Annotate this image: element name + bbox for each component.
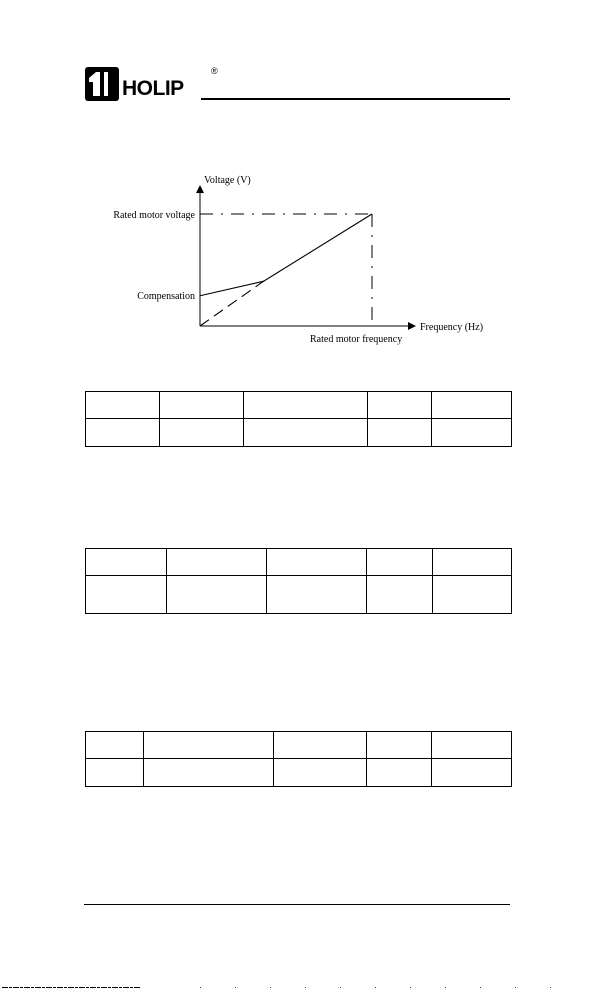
bottom-scan-artifact <box>0 986 596 989</box>
table-cell <box>167 549 267 576</box>
holip-logo-mark-icon <box>84 66 120 102</box>
rated-frequency-label: Rated motor frequency <box>310 334 403 345</box>
table-cell <box>433 549 512 576</box>
footer-divider <box>84 904 510 905</box>
parameter-table-1 <box>85 391 512 447</box>
table-cell <box>244 392 368 419</box>
vf-curve-chart <box>100 160 500 360</box>
table-cell <box>367 549 433 576</box>
table-header-row <box>86 392 512 419</box>
table-cell <box>160 419 244 447</box>
table-header-row <box>86 732 512 759</box>
table-row <box>86 759 512 787</box>
table-cell <box>368 392 432 419</box>
table-cell <box>274 732 367 759</box>
table-cell <box>86 392 160 419</box>
table-cell <box>274 759 367 787</box>
rated-voltage-label: Rated motor voltage <box>113 210 195 221</box>
table-cell <box>144 732 274 759</box>
table-cell <box>267 549 367 576</box>
table-row <box>86 576 512 614</box>
table-cell <box>86 576 167 614</box>
table-header-row <box>86 549 512 576</box>
table-cell <box>86 759 144 787</box>
y-axis-label: Voltage (V) <box>204 175 251 186</box>
table-cell <box>367 732 432 759</box>
brand-name: HOLIP <box>122 77 184 100</box>
table-cell <box>244 419 368 447</box>
header-divider <box>201 98 510 100</box>
holip-logo <box>84 66 218 102</box>
table-cell <box>267 576 367 614</box>
table-cell <box>432 732 512 759</box>
solid-series-line <box>200 214 372 296</box>
table-cell <box>432 419 512 447</box>
table-cell <box>167 576 267 614</box>
table-cell <box>367 576 433 614</box>
parameter-table-3 <box>85 731 512 787</box>
table-cell <box>432 759 512 787</box>
table-cell <box>86 419 160 447</box>
table-cell <box>432 392 512 419</box>
table-row <box>86 419 512 447</box>
table-cell <box>160 392 244 419</box>
table-cell <box>367 759 432 787</box>
table-cell <box>86 732 144 759</box>
registered-mark: ® <box>211 66 218 76</box>
compensation-label: Compensation <box>137 291 195 302</box>
x-axis-label: Frequency (Hz) <box>420 322 484 333</box>
table-cell <box>144 759 274 787</box>
parameter-table-2 <box>85 548 512 614</box>
table-cell <box>433 576 512 614</box>
table-cell <box>86 549 167 576</box>
table-cell <box>368 419 432 447</box>
